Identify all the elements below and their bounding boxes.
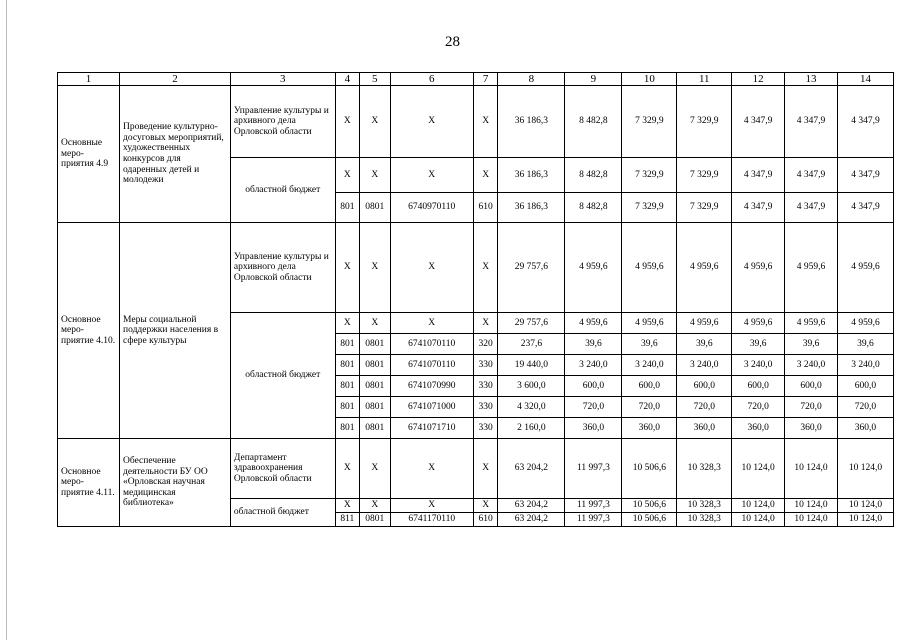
cell: 11 997,3 [565, 499, 622, 513]
table-row [58, 439, 894, 499]
cell: 0801 [360, 513, 391, 527]
cell: 360,0 [622, 418, 677, 439]
cell: 237,6 [498, 334, 565, 355]
cell: 600,0 [785, 376, 838, 397]
executor: Управление культуры и архивного дела Орловской области [230, 86, 335, 158]
cell: 0801 [360, 418, 391, 439]
cell: 0801 [360, 397, 391, 418]
cell: 3 240,0 [677, 355, 732, 376]
cell: X [473, 439, 497, 499]
cell: 330 [473, 355, 497, 376]
cell: X [390, 313, 473, 334]
cell: 4 959,6 [622, 313, 677, 334]
cell: 10 124,0 [785, 499, 838, 513]
cell: 0801 [360, 193, 391, 223]
cell: 10 124,0 [732, 513, 785, 527]
cell: 39,6 [622, 334, 677, 355]
cell: 4 959,6 [785, 313, 838, 334]
cell: 610 [473, 513, 497, 527]
cell: 360,0 [732, 418, 785, 439]
cell: X [390, 86, 473, 158]
col-header: 12 [732, 73, 785, 86]
col-header: 13 [785, 73, 838, 86]
cell: 10 124,0 [785, 513, 838, 527]
cell: 0801 [360, 355, 391, 376]
col-header: 5 [360, 73, 391, 86]
cell: 7 329,9 [677, 193, 732, 223]
cell: 6741070110 [390, 355, 473, 376]
cell: 8 482,8 [565, 158, 622, 193]
cell: X [360, 86, 391, 158]
cell: 10 506,6 [622, 513, 677, 527]
scan-edge-line [6, 0, 7, 640]
cell: 600,0 [677, 376, 732, 397]
cell: 10 124,0 [732, 439, 785, 499]
cell: 29 757,6 [498, 313, 565, 334]
cell: 600,0 [732, 376, 785, 397]
cell: 11 997,3 [565, 513, 622, 527]
cell: 610 [473, 193, 497, 223]
cell: 36 186,3 [498, 193, 565, 223]
cell: 39,6 [837, 334, 893, 355]
cell: 600,0 [622, 376, 677, 397]
cell: 0801 [360, 376, 391, 397]
cell: 63 204,2 [498, 439, 565, 499]
cell: 6741070110 [390, 334, 473, 355]
cell: 720,0 [785, 397, 838, 418]
cell: 360,0 [677, 418, 732, 439]
col-header: 7 [473, 73, 497, 86]
measure-code: Основное меро-приятие 4.11. [58, 439, 120, 527]
measure-title: Обеспечение деятельности БУ ОО «Орловская научная медицинская библиотека» [120, 439, 231, 527]
cell: 4 959,6 [677, 223, 732, 313]
executor: Управление культуры и архивного дела Орловской области [230, 223, 335, 313]
budget-source: областной бюджет [230, 158, 335, 223]
cell: X [335, 439, 359, 499]
cell: 6740970110 [390, 193, 473, 223]
cell: 4 959,6 [732, 313, 785, 334]
cell: 11 997,3 [565, 439, 622, 499]
col-header: 2 [120, 73, 231, 86]
col-header: 4 [335, 73, 359, 86]
cell: 3 240,0 [622, 355, 677, 376]
cell: 360,0 [565, 418, 622, 439]
cell: 4 959,6 [565, 223, 622, 313]
cell: 720,0 [837, 397, 893, 418]
cell: 39,6 [785, 334, 838, 355]
cell: 6741070990 [390, 376, 473, 397]
cell: 330 [473, 397, 497, 418]
budget-table [57, 72, 894, 527]
cell: 3 240,0 [837, 355, 893, 376]
cell: 4 347,9 [732, 158, 785, 193]
measure-title: Проведение культурно-досуговых мероприятий, художественных конкурсов для одаренных детей и молодежи [120, 86, 231, 223]
cell: 4 347,9 [785, 158, 838, 193]
cell: 4 959,6 [732, 223, 785, 313]
cell: X [360, 158, 391, 193]
cell: 3 240,0 [732, 355, 785, 376]
cell: 320 [473, 334, 497, 355]
cell: 10 124,0 [732, 499, 785, 513]
cell: X [473, 313, 497, 334]
cell: 4 959,6 [565, 313, 622, 334]
cell: 10 328,3 [677, 513, 732, 527]
cell: 801 [335, 193, 359, 223]
cell: 4 347,9 [732, 86, 785, 158]
cell: 10 124,0 [837, 513, 893, 527]
col-header: 3 [230, 73, 335, 86]
cell: 29 757,6 [498, 223, 565, 313]
cell: 811 [335, 513, 359, 527]
cell: X [473, 158, 497, 193]
cell: 10 328,3 [677, 499, 732, 513]
cell: X [473, 499, 497, 513]
cell: 720,0 [565, 397, 622, 418]
cell: X [360, 439, 391, 499]
cell: 2 160,0 [498, 418, 565, 439]
cell: 39,6 [565, 334, 622, 355]
cell: 7 329,9 [677, 86, 732, 158]
cell: 4 347,9 [837, 86, 893, 158]
cell: 10 124,0 [785, 439, 838, 499]
cell: X [390, 499, 473, 513]
cell: X [360, 499, 391, 513]
page-number: 28 [445, 34, 460, 50]
cell: 63 204,2 [498, 513, 565, 527]
col-header: 1 [58, 73, 120, 86]
col-header: 6 [390, 73, 473, 86]
column-number-row [58, 73, 894, 86]
cell: 720,0 [732, 397, 785, 418]
cell: 4 347,9 [785, 86, 838, 158]
cell: 10 124,0 [837, 499, 893, 513]
cell: 4 959,6 [837, 223, 893, 313]
measure-code: Основное меро-приятие 4.10. [58, 223, 120, 439]
col-header: 8 [498, 73, 565, 86]
cell: 6741170110 [390, 513, 473, 527]
cell: 10 506,6 [622, 499, 677, 513]
cell: 7 329,9 [677, 158, 732, 193]
cell: 4 959,6 [622, 223, 677, 313]
executor: Департамент здравоохранения Орловской области [230, 439, 335, 499]
cell: 4 320,0 [498, 397, 565, 418]
cell: X [473, 223, 497, 313]
cell: 801 [335, 334, 359, 355]
cell: 600,0 [565, 376, 622, 397]
cell: 0801 [360, 334, 391, 355]
cell: 3 240,0 [785, 355, 838, 376]
cell: 4 347,9 [837, 158, 893, 193]
cell: 4 347,9 [732, 193, 785, 223]
measure-code: Основные меро-приятия 4.9 [58, 86, 120, 223]
cell: 360,0 [785, 418, 838, 439]
cell: 63 204,2 [498, 499, 565, 513]
cell: 600,0 [837, 376, 893, 397]
cell: 4 959,6 [837, 313, 893, 334]
cell: 36 186,3 [498, 86, 565, 158]
cell: 801 [335, 397, 359, 418]
cell: 801 [335, 418, 359, 439]
cell: 36 186,3 [498, 158, 565, 193]
cell: X [360, 313, 391, 334]
cell: X [335, 223, 359, 313]
cell: X [360, 223, 391, 313]
cell: 19 440,0 [498, 355, 565, 376]
cell: 801 [335, 355, 359, 376]
cell: X [390, 439, 473, 499]
cell: 330 [473, 376, 497, 397]
cell: 10 328,3 [677, 439, 732, 499]
cell: X [473, 86, 497, 158]
cell: 4 347,9 [785, 193, 838, 223]
cell: X [335, 158, 359, 193]
cell: X [390, 223, 473, 313]
cell: X [335, 499, 359, 513]
cell: 6741071000 [390, 397, 473, 418]
cell: 10 124,0 [837, 439, 893, 499]
cell: 8 482,8 [565, 86, 622, 158]
cell: 8 482,8 [565, 193, 622, 223]
cell: 4 959,6 [785, 223, 838, 313]
col-header: 11 [677, 73, 732, 86]
cell: 720,0 [622, 397, 677, 418]
cell: 10 506,6 [622, 439, 677, 499]
budget-source: областной бюджет [230, 313, 335, 439]
cell: 7 329,9 [622, 158, 677, 193]
table-row [58, 86, 894, 158]
cell: 39,6 [732, 334, 785, 355]
cell: 39,6 [677, 334, 732, 355]
cell: 6741071710 [390, 418, 473, 439]
cell: 4 347,9 [837, 193, 893, 223]
table-row [58, 223, 894, 313]
cell: 7 329,9 [622, 193, 677, 223]
budget-source: областной бюджет [230, 499, 335, 527]
cell: 801 [335, 376, 359, 397]
cell: 3 240,0 [565, 355, 622, 376]
cell: 7 329,9 [622, 86, 677, 158]
cell: 3 600,0 [498, 376, 565, 397]
col-header: 10 [622, 73, 677, 86]
cell: 360,0 [837, 418, 893, 439]
cell: X [335, 86, 359, 158]
cell: 720,0 [677, 397, 732, 418]
measure-title: Меры социальной поддержки населения в сфере культуры [120, 223, 231, 439]
cell: X [335, 313, 359, 334]
col-header: 9 [565, 73, 622, 86]
cell: X [390, 158, 473, 193]
cell: 4 959,6 [677, 313, 732, 334]
col-header: 14 [837, 73, 893, 86]
cell: 330 [473, 418, 497, 439]
